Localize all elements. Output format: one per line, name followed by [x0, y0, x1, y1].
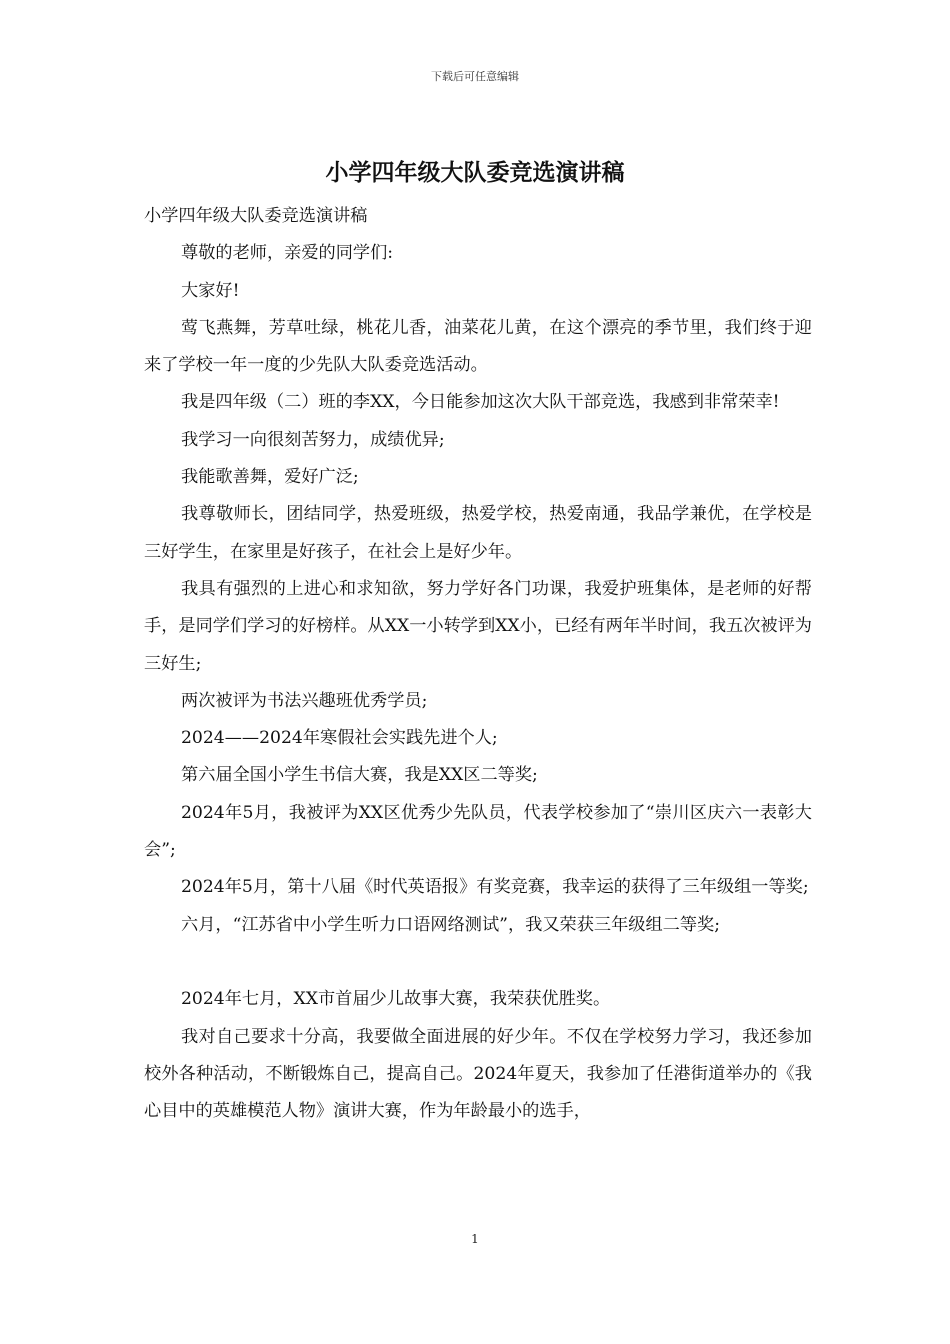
paragraph: 我学习一向很刻苦努力，成绩优异; — [181, 429, 445, 450]
paragraph: 六月，“江苏省中小学生听力口语网络测试”，我又荣获三年级组二等奖; — [181, 914, 720, 935]
paragraph: 2024年5月，第十八届《时代英语报》有奖竞赛，我幸运的获得了三年级组一等奖; — [181, 877, 809, 898]
page-number: 1 — [471, 1232, 479, 1246]
paragraph: 2024年七月，XX市首届少儿故事大赛，我荣获优胜奖。 — [181, 989, 611, 1010]
document-title: 小学四年级大队委竞选演讲稿 — [325, 160, 625, 186]
paragraph: 我尊敬师长，团结同学，热爱班级，热爱学校，热爱南通，我品学兼优，在学校是三好学生，在家里是好孩子，在社会上是好少年。 — [144, 504, 812, 562]
paragraph: 我对自己要求十分高，我要做全面进展的好少年。不仅在学校努力学习，我还参加校外各种活动，不断锻炼自己，提高自己。2024年夏天，我参加了任港街道举办的《我心目中的英雄模范人物》演讲大赛，作为年龄最小的选手， — [144, 1026, 812, 1122]
paragraph: 2024年5月，我被评为XX区优秀少先队员，代表学校参加了“崇川区庆六一表彰大会”; — [144, 802, 812, 861]
paragraph-greeting: 大家好! — [181, 280, 240, 301]
paragraph: 第六届全国小学生书信大赛，我是XX区二等奖; — [181, 765, 538, 786]
paragraph: 我是四年级（二）班的李XX，今日能参加这次大队干部竞选，我感到非常荣幸! — [181, 392, 780, 413]
paragraph: 2024——2024年寒假社会实践先进个人; — [181, 728, 498, 749]
paragraph-subtitle: 小学四年级大队委竞选演讲稿 — [144, 206, 368, 226]
document-body — [144, 198, 812, 1130]
paragraph: 我能歌善舞，爱好广泛; — [181, 467, 359, 488]
paragraph: 莺飞燕舞，芳草吐绿，桃花儿香，油菜花儿黄，在这个漂亮的季节里，我们终于迎来了学校一年一度的少先队大队委竞选活动。 — [144, 317, 812, 376]
paragraph: 两次被评为书法兴趣班优秀学员; — [181, 690, 428, 711]
paragraph: 我具有强烈的上进心和求知欲，努力学好各门功课，我爱护班集体，是老师的好帮手，是同学们学习的好榜样。从XX一小转学到XX小，已经有两年半时间，我五次被评为三好生; — [144, 578, 812, 674]
paragraph-salutation: 尊敬的老师，亲爱的同学们: — [181, 243, 394, 264]
page-header-note: 下载后可任意编辑 — [431, 70, 519, 83]
